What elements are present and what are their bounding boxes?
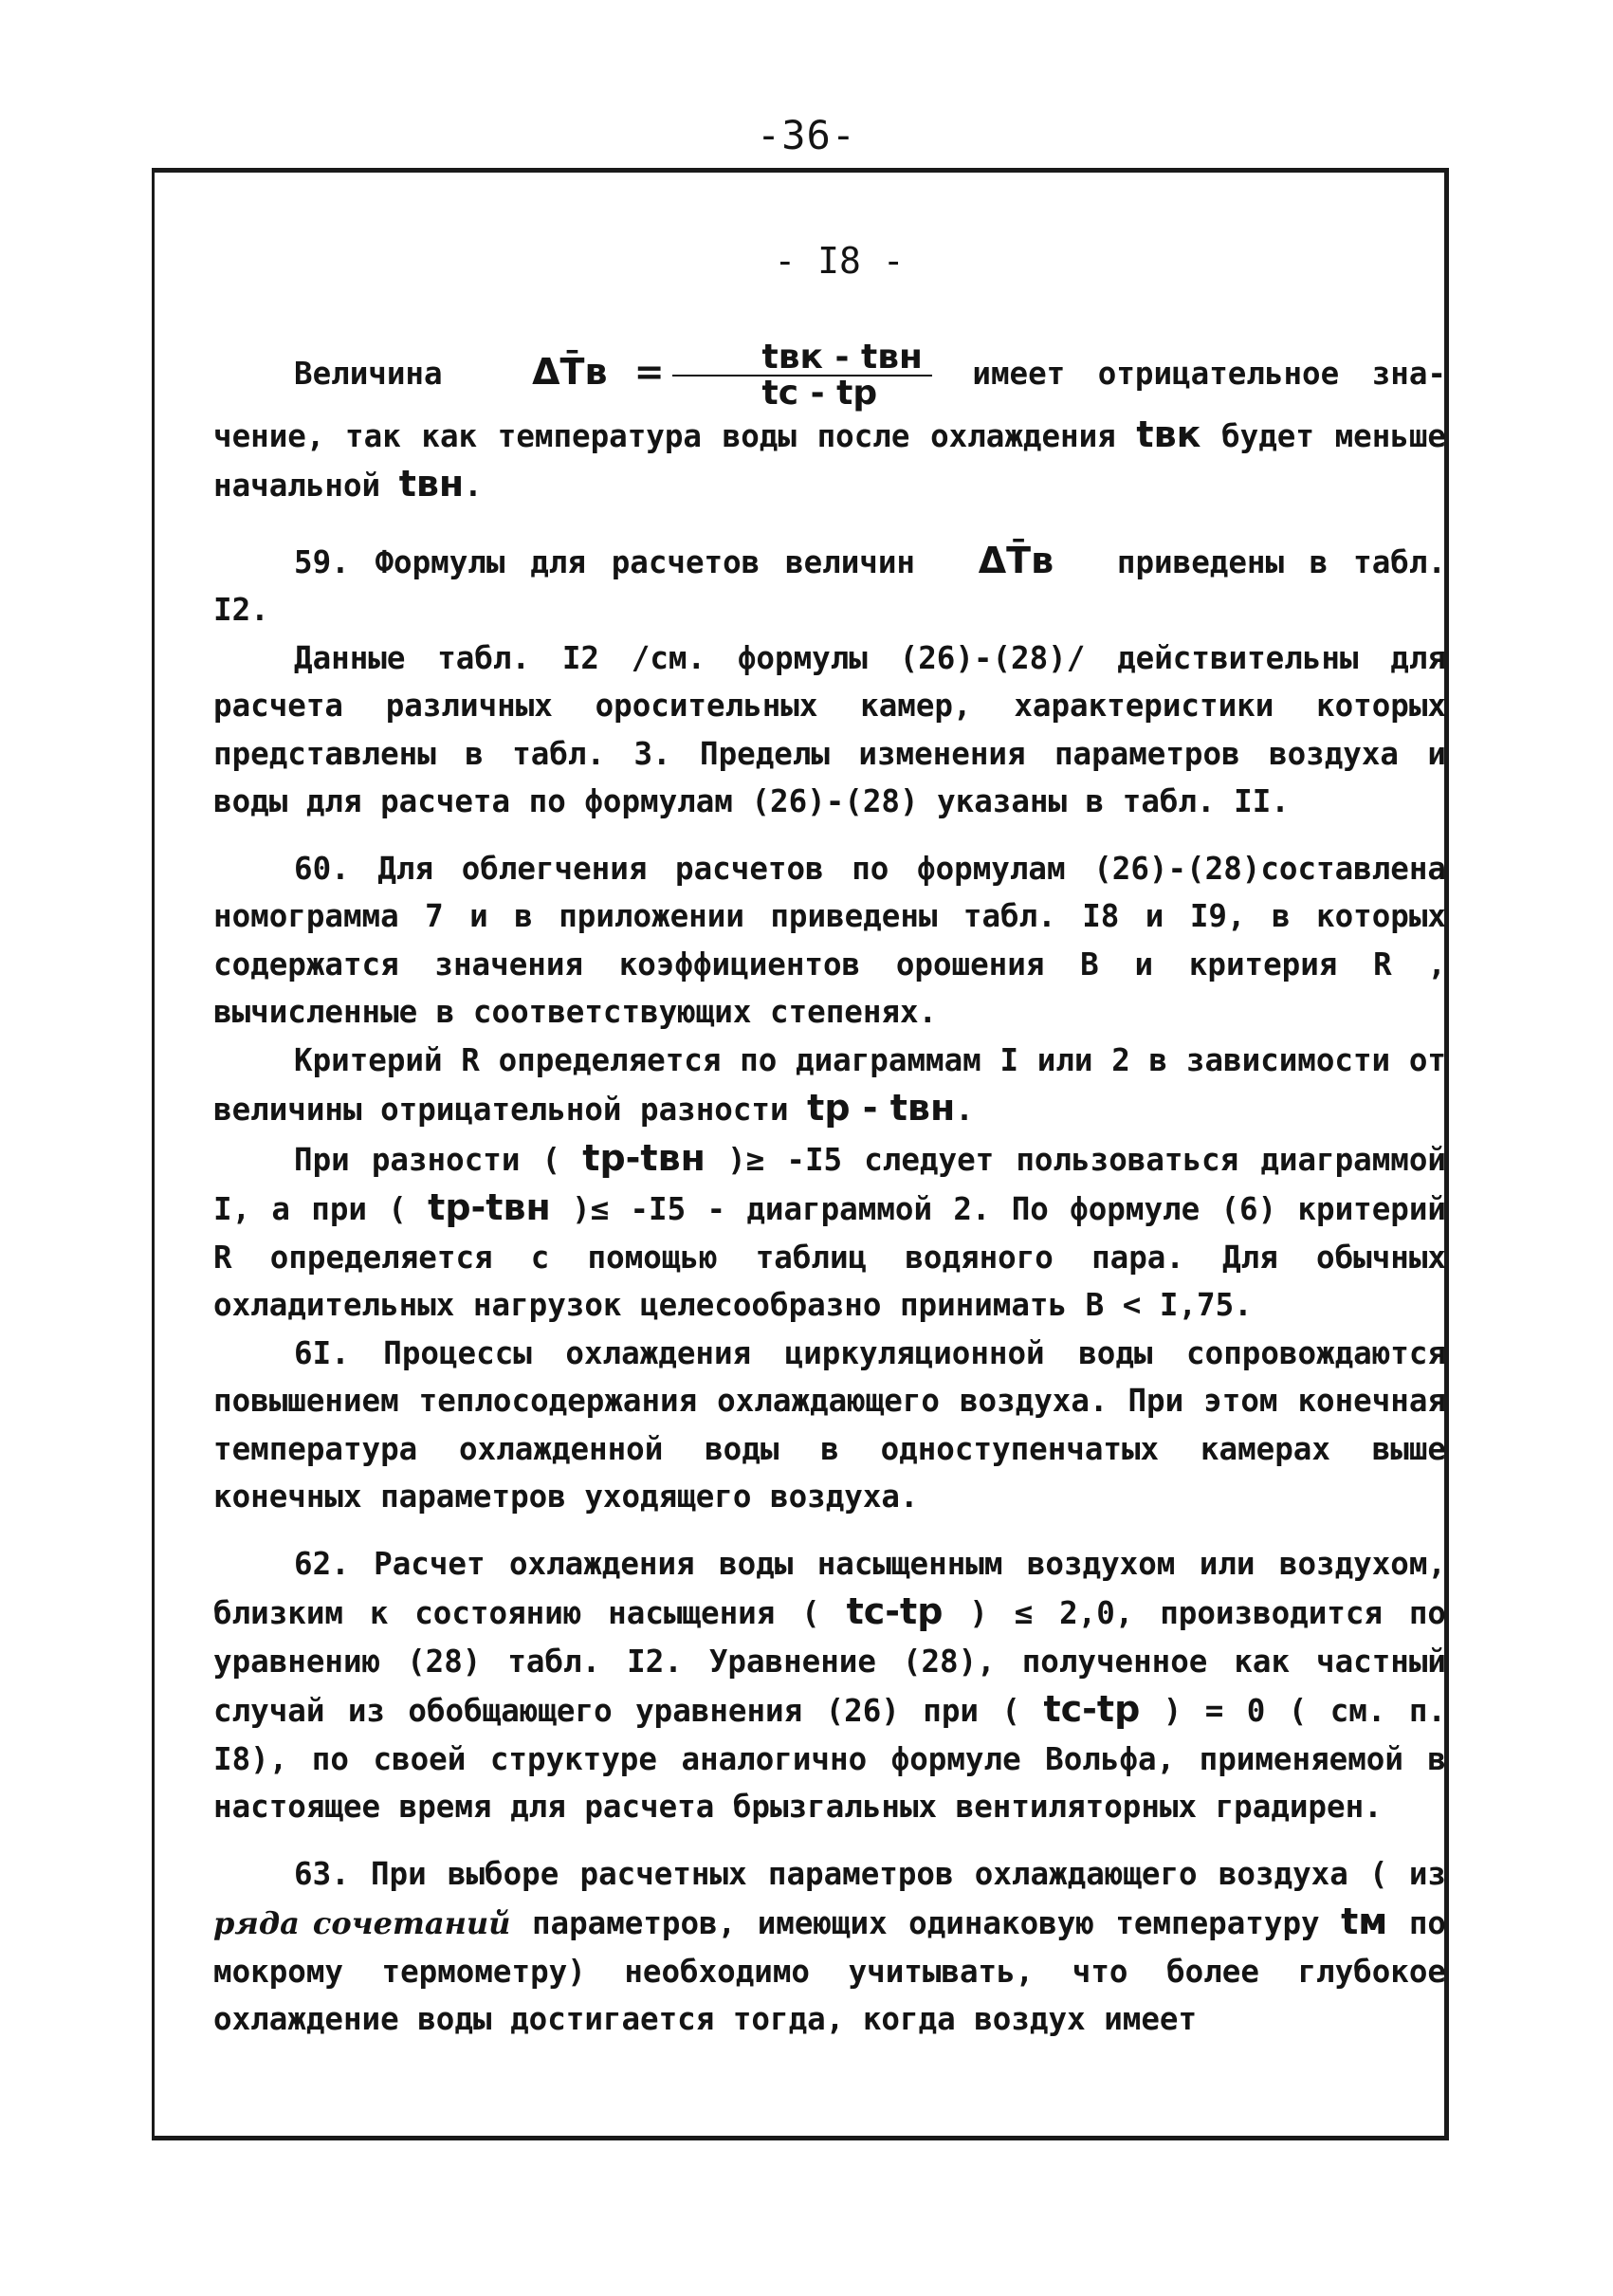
p59-delta-symbol: ΔT̄в <box>978 539 1054 581</box>
outer-page-number: -36- <box>756 112 857 158</box>
p60c-text-1: При разности ( <box>294 1141 561 1178</box>
paragraph-59-data: Данные табл. I2 /см. формулы (26)-(28)/ действительны для расчета различных оросительных камер, характеристики которых представлены в табл. 3. Пределы изменения параметров воздуха и воды для расчета по формулам (26)-(28) указаны в табл. II. <box>213 639 1446 819</box>
p60b-text-1: Критерий R определяется по диаграммам I или 2 в зависимости от величины отрицательной разности <box>213 1041 1446 1128</box>
paragraph-60-difference <box>213 1134 1446 1330</box>
p60c-text-3: )≤ -I5 - диаграммой 2. По формуле (6) критерий R определяется с помощью таблиц водяного пара. Для обычных охладительных нагрузок целесообразно принимать B < I,75. <box>213 1191 1446 1323</box>
p60c-symbol-1: tp-tвн <box>582 1136 706 1179</box>
p62-text-2: ) ≤ 2,0, производится по уравнению (28) табл. I2. Уравнение (28), полученное как частный случай из обобщающего уравнения (26) при ( <box>213 1595 1446 1729</box>
p60b-symbol: tp - tвн <box>807 1087 956 1129</box>
intro-paragraph <box>213 337 1446 510</box>
paragraph-60: 60. Для облегчения расчетов по формулам (26)-(28)составлена номограмма 7 и в приложении приведены табл. I8 и I9, в которых содержатся значения коэффициентов орошения В и критерия R , вычисленные в соответствующих степенях. <box>213 850 1446 1030</box>
intro-text-2: имеет отрицательное зна-чение, так как температура воды после охлаждения <box>213 355 1446 454</box>
p62-text-1: 62. Расчет охлаждения воды насыщенным воздухом или воздухом, близким к состоянию насыщения ( <box>213 1545 1446 1631</box>
p62-symbol-2: tc-tp <box>1043 1688 1141 1730</box>
paragraph-61: 6I. Процессы охлаждения циркуляционной воды сопровождаются повышением теплосодержания охлаждающего воздуха. При этом конечная температура охлажденной воды в одноступенчатых камерах выше конечных параметров уходящего воздуха. <box>213 1334 1446 1515</box>
intro-text-4: . <box>464 468 483 504</box>
formula-fraction <box>672 337 932 413</box>
p60c-text-2: )≥ -I5 следует пользоваться диаграммой I, а при ( <box>213 1141 1446 1227</box>
p63-symbol: tм <box>1341 1901 1388 1942</box>
p63-text-3: по мокрому термометру) необходимо учитывать, что более глубокое охлаждение воды достигается тогда, когда воздух имеет <box>213 1905 1446 2037</box>
p60c-symbol-2: tp-tвн <box>428 1186 551 1228</box>
fraction-numerator: tвк - tвн <box>672 340 932 377</box>
p60b-text-2: . <box>955 1092 974 1128</box>
t-vn-symbol: tвн <box>398 463 465 505</box>
paragraph-60-criterion <box>213 1037 1446 1134</box>
delta-t-symbol: ΔT̄в = <box>532 350 665 393</box>
p59-text-1: 59. Формулы для расчетов величин <box>294 543 915 580</box>
t-vk-symbol: tвк <box>1136 413 1201 455</box>
intro-text-1: Величина <box>294 355 443 392</box>
paragraph-59 <box>213 537 1446 634</box>
p62-symbol-1: tc-tp <box>846 1590 944 1632</box>
p62-text-3: ) = 0 ( см. п. I8), по своей структуре аналогично формуле Вольфа, применяемой в настоящее время для расчета брызгальных вентиляторных градирен. <box>213 1693 1446 1825</box>
handwritten-insert: ряда сочетаний <box>213 1905 511 1941</box>
fraction-denominator: tc - tp <box>761 373 878 413</box>
p59-text-2: приведены в табл. I2. <box>213 543 1446 628</box>
paragraph-62 <box>213 1540 1446 1831</box>
page-content <box>213 237 1446 2044</box>
p63-text-2: параметров, имеющих одинаковую температуру <box>531 1905 1320 1941</box>
inner-page-number: - I8 - <box>774 240 905 282</box>
intro-text-3: будет меньше начальной <box>213 417 1446 504</box>
p63-text-1: 63. При выборе расчетных параметров охлаждающего воздуха ( из <box>294 1855 1446 1892</box>
paragraph-63 <box>213 1850 1446 2044</box>
